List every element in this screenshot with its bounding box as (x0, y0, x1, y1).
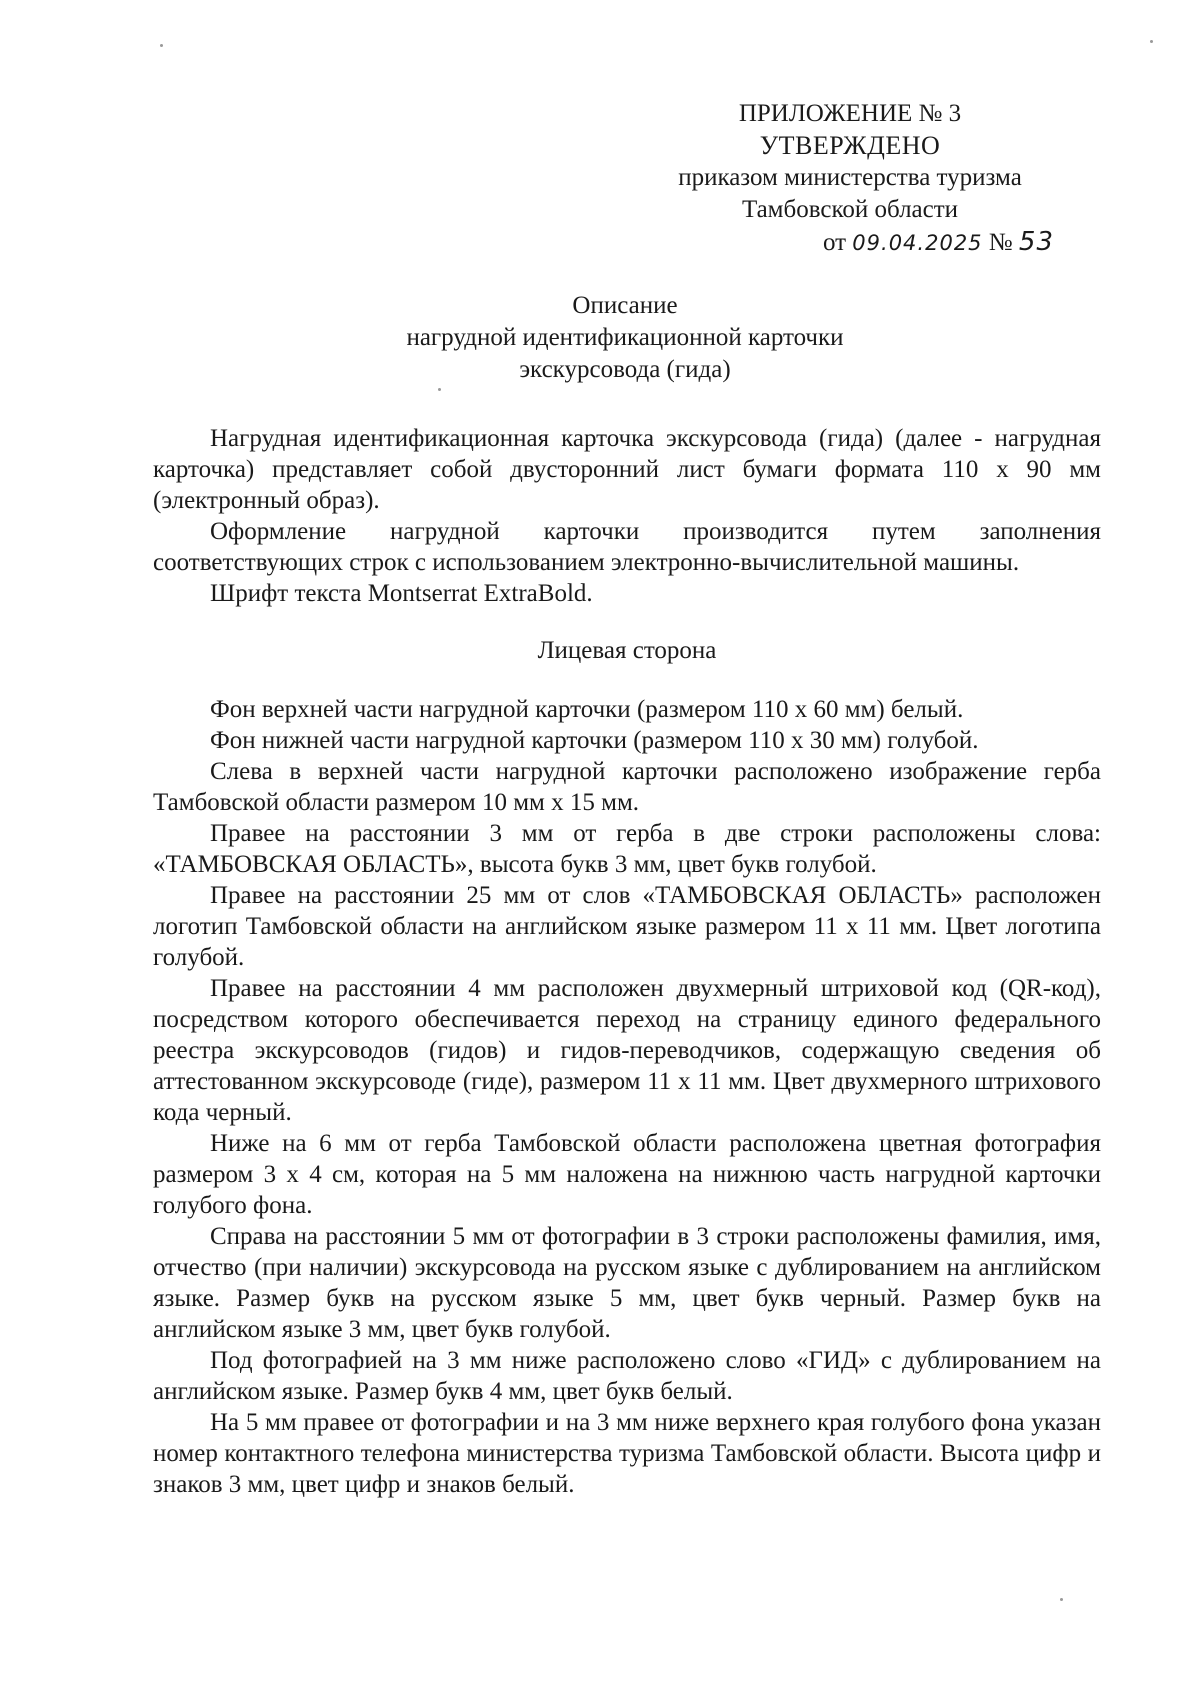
front-paragraph: Правее на расстоянии 3 мм от герба в две строки расположены слова: «ТАМБОВСКАЯ ОБЛАСТЬ», высота букв 3 мм, цвет букв голубой. (153, 820, 1101, 878)
approved-label: УТВЕРЖДЕНО (759, 131, 941, 160)
scan-speck (1060, 1598, 1063, 1601)
order-line-2: Тамбовской области (741, 196, 959, 223)
section-title-front-side: Лицевая сторона (537, 637, 717, 664)
front-paragraph: Правее на расстоянии 4 мм расположен двухмерный штриховой код (QR-код), посредством которого обеспечивается переход на страницу единого федерального реестра экскурсоводов (гидов) и гидов-переводчиков, содержащую сведения об аттестованном экскурсоводе (гиде), размером 11 x 11 мм. Цвет двухмерного штрихового кода черный. (153, 975, 1101, 1126)
order-line-1: приказом министерства туризма (678, 164, 1022, 191)
front-paragraph: Ниже на 6 мм от герба Тамбовской области расположена цветная фотография размером 3 x 4 см, которая на 5 мм наложена на нижнюю часть нагрудной карточки голубого фона. (153, 1130, 1101, 1219)
document-body (153, 423, 1101, 1500)
number-prefix: № (988, 229, 1013, 256)
document-title (150, 290, 1100, 386)
title-line-1: Описание (572, 292, 678, 319)
front-paragraph: Под фотографией на 3 мм ниже расположено слово «ГИД» с дублированием на английском языке. Размер букв 4 мм, цвет букв белый. (153, 1347, 1101, 1405)
from-prefix: от (822, 229, 847, 256)
order-date-number (640, 226, 1060, 259)
intro-paragraph: Оформление нагрудной карточки производится путем заполнения соответствующих строк с использованием электронно-вычислительной машины. (153, 518, 1101, 576)
intro-paragraph: Шрифт текста Montserrat ExtraBold. (210, 580, 593, 607)
front-paragraph: Фон верхней части нагрудной карточки (размером 110 х 60 мм) белый. (210, 696, 964, 723)
title-line-2: нагрудной идентификационной карточки (406, 324, 844, 351)
scan-speck (160, 44, 163, 47)
front-paragraph: Слева в верхней части нагрудной карточки расположено изображение герба Тамбовской области размером 10 мм x 15 мм. (153, 758, 1101, 816)
front-paragraph: Правее на расстоянии 25 мм от слов «ТАМБОВСКАЯ ОБЛАСТЬ» расположен логотип Тамбовской области на английском языке размером 11 x 11 мм. Цвет логотипа голубой. (153, 882, 1101, 971)
front-paragraph: На 5 мм правее от фотографии и на 3 мм ниже верхнего края голубого фона указан номер контактного телефона министерства туризма Тамбовской области. Высота цифр и знаков 3 мм, цвет цифр и знаков белый. (153, 1409, 1101, 1498)
intro-paragraph: Нагрудная идентификационная карточка экскурсовода (гида) (далее - нагрудная карточка) представляет собой двусторонний лист бумаги формата 110 x 90 мм (электронный образ). (153, 425, 1101, 514)
handwritten-number: 53 (1018, 227, 1054, 257)
handwritten-date: 09.04.2025 (852, 231, 983, 255)
scan-speck (438, 388, 441, 391)
approval-header (640, 98, 1060, 259)
title-line-3: экскурсовода (гида) (519, 356, 731, 383)
scan-speck (1150, 40, 1153, 43)
appendix-label: ПРИЛОЖЕНИЕ № 3 (738, 100, 962, 127)
front-paragraph: Справа на расстоянии 5 мм от фотографии в 3 строки расположены фамилия, имя, отчество (при наличии) экскурсовода на русском языке с дублированием на английском языке. Размер букв на русском языке 5 мм, цвет букв черный. Размер букв на английском языке 3 мм, цвет букв голубой. (153, 1223, 1101, 1343)
front-paragraph: Фон нижней части нагрудной карточки (размером 110 x 30 мм) голубой. (210, 727, 979, 754)
